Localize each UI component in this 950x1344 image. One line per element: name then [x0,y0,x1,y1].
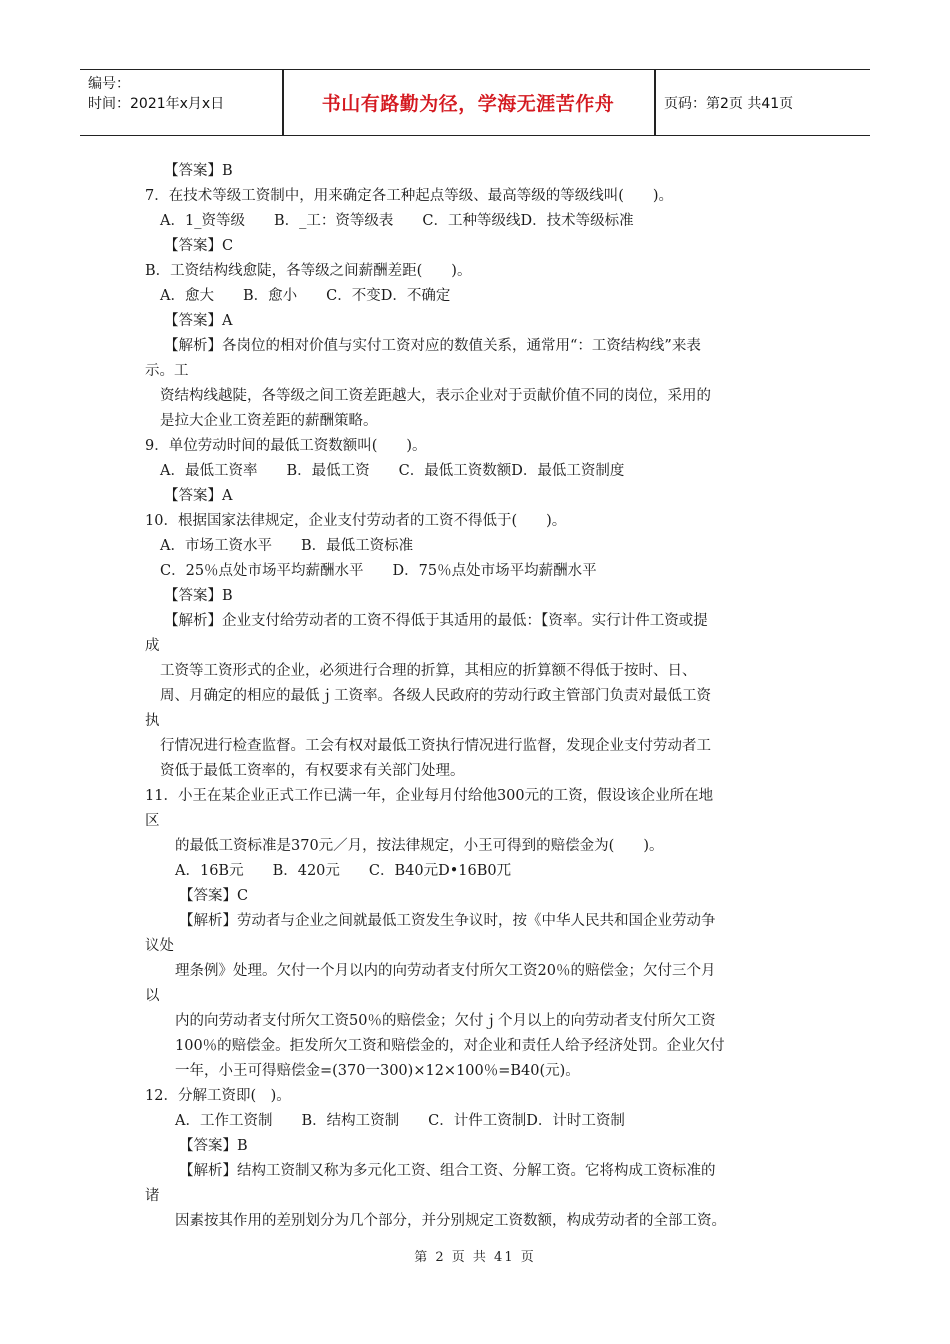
page-footer: 第 2 页 共 41 页 [414,1250,536,1265]
option-line: A．最低工资率 B．最低工资 C．最低工资数额D．最低工资制度 [160,463,625,479]
explanation-line: 资低于最低工资率的，有权要求有关部门处理。 [160,763,465,779]
header-motto: 书山有路勤为径，学海无涯苦作舟 [321,93,615,115]
answer-line: 【答案】A [164,488,233,504]
explanation-line: 以 [145,988,160,1004]
answer-line: 【答案】B [164,163,233,179]
answer-line: 【答案】B [164,588,233,604]
explanation-line: 100％的赔偿金。拒发所欠工资和赔偿金的，对企业和责任人给予经济处罚。企业欠付 [175,1038,725,1054]
explanation-line: 因素按其作用的差别划分为几个部分，并分别规定工资数额，构成劳动者的全部工资。 [175,1213,726,1229]
explanation-line: 议处 [145,938,174,954]
explanation-line: 一年，小王可得赔偿金=(370一300)×12×100％=B40(元)。 [175,1063,580,1079]
question-line: 的最低工资标准是370元／月，按法律规定，小王可得到的赔偿金为( )。 [175,838,664,854]
explanation-line: 成 [145,638,160,654]
explanation-line: 理条例》处理。欠付一个月以内的向劳动者支付所欠工资20％的赔偿金；欠付三个月 [175,963,716,979]
document-date-label: 时间：2021年x月x日 [88,96,225,112]
explanation-line: 示。工 [145,363,189,379]
page-header [80,69,870,136]
explanation-line: 【解析】企业支付给劳动者的工资不得低于其适用的最低：【资率。实行计件工资或提 [164,613,708,629]
explanation-line: 【解析】劳动者与企业之间就最低工资发生争议时，按《中华人民共和国企业劳动争 [179,913,716,929]
option-line: C．25％点处市场平均薪酬水平 D．75％点处市场平均薪酬水平 [160,563,597,579]
explanation-line: 【解析】各岗位的相对价值与实付工资对应的数值关系，通常用“：工资结构线”来表 [164,338,701,354]
option-line: A．1_资等级 B．_工：资等级表 C．工种等级线D．技术等级标准 [160,213,634,229]
option-line: A．愈大 B．愈小 C．不变D．不确定 [160,288,451,304]
answer-line: 【答案】A [164,313,233,329]
question-line: 9．单位劳动时间的最低工资数额叫( )。 [145,438,427,454]
explanation-line: 内的向劳动者支付所欠工资50％的赔偿金；欠付ｊ个月以上的向劳动者支付所欠工资 [175,1013,716,1029]
explanation-line: 【解析】结构工资制又称为多元化工资、组合工资、分解工资。它将构成工资标准的 [179,1163,716,1179]
answer-line: 【答案】C [179,888,249,904]
explanation-line: 工资等工资形式的企业，必须进行合理的折算，其相应的折算额不得低于按时、日、 [160,663,697,679]
question-line: 区 [145,813,160,829]
explanation-line: 周、月确定的相应的最低ｊ工资率。各级人民政府的劳动行政主管部门负责对最低工资 [160,688,711,704]
header-page-info: 页码：第2页 共41页 [664,95,794,112]
explanation-line: 资结构线越陡，各等级之间工资差距越大，表示企业对于贡献价值不同的岗位，采用的 [160,388,711,404]
explanation-line: 执 [145,713,160,729]
document-number-label: 编号： [88,76,130,92]
explanation-line: 是拉大企业工资差距的薪酬策略。 [160,413,378,429]
option-line: A．工作工资制 B．结构工资制 C．计件工资制D．计时工资制 [175,1113,625,1129]
explanation-line: 诸 [145,1188,160,1204]
answer-line: 【答案】C [164,238,234,254]
question-line: 12．分解工资即( )。 [145,1088,291,1104]
question-line: 10．根据国家法律规定，企业支付劳动者的工资不得低于( )。 [145,513,567,529]
question-line: 11．小王在某企业正式工作已满一年，企业每月付给他300元的工资，假设该企业所在地 [145,788,714,804]
option-line: A．16B元 B．420元 C．B40元D•16B0兀 [175,863,512,879]
answer-line: 【答案】B [179,1138,248,1154]
explanation-line: 行情况进行检查监督。工会有权对最低工资执行情况进行监督，发现企业支付劳动者工 [160,738,711,754]
question-line: 7．在技术等级工资制中，用来确定各工种起点等级、最高等级的等级线叫( )。 [145,188,674,204]
option-line: A．市场工资水平 B．最低工资标准 [160,538,414,554]
header-divider [654,70,656,135]
question-line: B．工资结构线愈陡，各等级之间薪酬差距( )。 [145,263,472,279]
header-meta [88,74,224,114]
